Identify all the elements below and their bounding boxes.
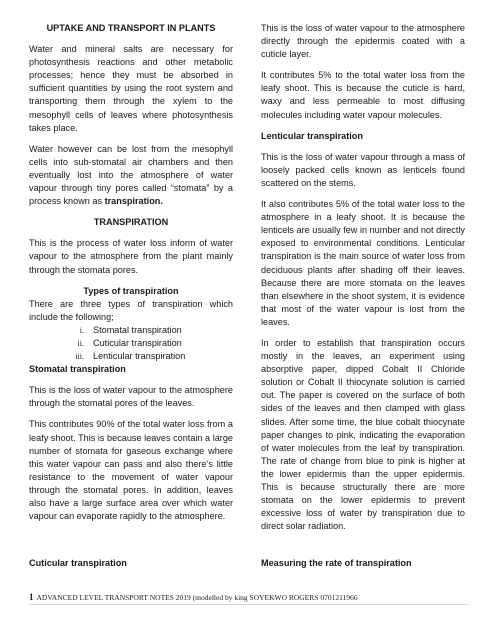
types-list — [29, 324, 233, 363]
stomatal-definition: This is the loss of water vapour to the atmosphere through the stomatal pores of the leaves. — [29, 385, 233, 409]
cuticular-definition: This is the loss of water vapour to the atmosphere directly through the epidermis coated with a cuticle layer. — [261, 23, 465, 60]
list-item-label: Lenticular transpiration — [93, 351, 186, 362]
water-loss-paragraph — [29, 143, 233, 208]
transpiration-term: transpiration. — [104, 196, 163, 207]
transpiration-definition: This is the process of water loss inform of water vapour to the atmosphere from the plant mainly through the stomata pores. — [29, 238, 233, 275]
cuticular-heading: Cuticular transpiration — [29, 558, 127, 568]
footer-text: ADVANCED LEVEL TRANSPORT NOTES 2019 (modelled by king SOYEKWO ROGERS 0701211966 — [36, 593, 358, 602]
cuticular-contribution: It contributes 5% to the total water loss from the leafy shoot. This is because the cuticle is hard, waxy and less permeable to most diffusing molecules including water vapour molecules. — [261, 70, 465, 120]
measuring-heading: Measuring the rate of transpiration — [261, 558, 412, 568]
left-column — [29, 22, 233, 531]
page-title: UPTAKE AND TRANSPORT IN PLANTS — [46, 23, 216, 33]
list-item — [29, 324, 233, 337]
experiment-paragraph: In order to establish that transpiration occurs mostly in the leaves, an experiment using absorptive paper, dipped Cobalt II Chloride solution or Cobalt II thiocynate solution is carried out. The paper is covered on the surface of both sides of the leaves and then clamped with glass slides. After some time, the blue cobalt thiocynate paper changes to pink, indicating the evaporation of water molecules from the leaf by transpiration. The rate of change from blue to pink is higher at the lower epidermis than the upper epidermis. This is because structurally there are more stomata on the lower epidermis to prevent excessive loss of water by transpiration due to direct solar radiation. — [261, 337, 465, 532]
page-number: 1 — [29, 592, 34, 602]
list-item-number: ii. — [77, 338, 84, 348]
water-loss-text: Water however can be lost from the mesophyll cells into sub-stomatal air chambers and then eventually lost into the atmosphere of water vapour through tiny pores called “stomata” by a process known as — [29, 143, 233, 207]
lenticular-contribution: It also contributes 5% of the total water loss to the atmosphere in a leafy shoot. It is because the lenticels are usually few in number and not directly exposed to environmental conditions. Lenticular transpiration is the main source of water loss from deciduous plants after shading off their leaves. Because there are more stomata on the leaves than elsewhere in the shoot system, it is evidence that most of the water vapour is lost from the leaves. — [261, 199, 465, 327]
footer-divider — [29, 604, 469, 605]
list-item — [29, 350, 233, 363]
right-column — [261, 22, 465, 541]
stomatal-heading: Stomatal transpiration — [29, 364, 126, 375]
stomatal-contribution: This contributes 90% of the total water loss from a leafy shoot. This is because leaves contain a large number of stomata for gaseous exchange where this water vapour can pass and also there’s little resistance to the movement of water vapour through the stomatal pores. In addition, leaves also have a large surface area over which water vapour can evaporate rapidly to the atmosphere. — [29, 419, 233, 522]
list-item-number: i. — [79, 325, 84, 335]
transpiration-heading: TRANSPIRATION — [93, 217, 169, 228]
list-item-label: Stomatal transpiration — [93, 324, 182, 335]
types-heading: Types of transpiration — [83, 285, 179, 296]
list-item-number: iii. — [75, 352, 84, 362]
intro-paragraph: Water and mineral salts are necessary for photosynthesis reactions and other metabolic processes; hence they must be absorbed in sufficient quantities by using the root system and transporting them through the xylem to the mesophyll cells of leaves where photosynthesis takes place. — [29, 44, 233, 133]
lenticular-definition: This is the loss of water vapour through a mass of loosely packed cells known as lenticels found scattered on the stems. — [261, 151, 465, 188]
page-footer — [29, 592, 469, 602]
list-item-label: Cuticular transpiration — [93, 337, 182, 348]
types-intro: There are three types of transpiration which include the following; — [29, 298, 233, 322]
lenticular-heading: Lenticular transpiration — [261, 130, 363, 141]
list-item — [29, 337, 233, 350]
